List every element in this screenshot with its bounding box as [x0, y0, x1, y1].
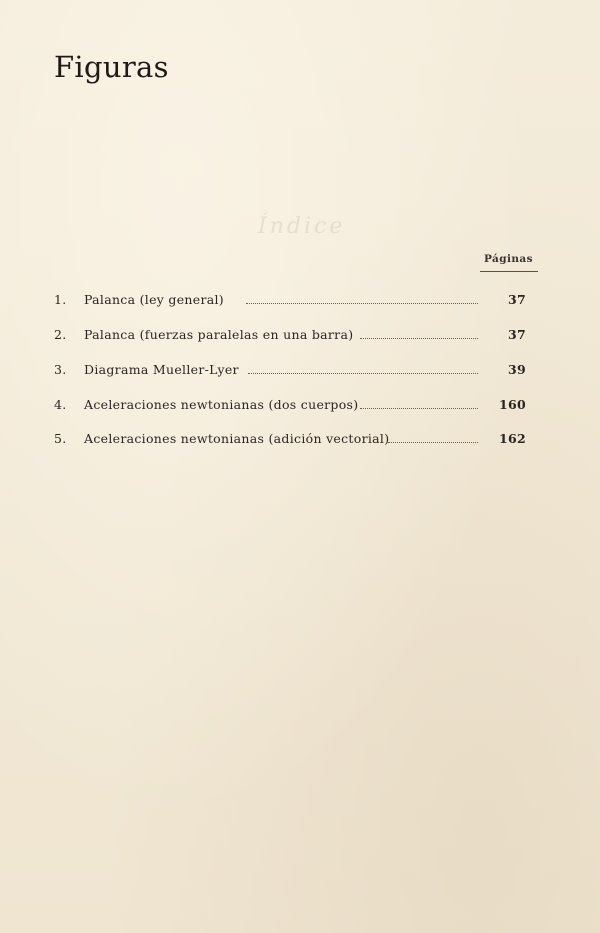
figure-label: Diagrama Mueller-Lyer: [84, 362, 239, 377]
figure-number: 1.: [54, 292, 67, 307]
figure-number: 4.: [54, 397, 67, 412]
figure-entry: [54, 397, 526, 415]
figure-label: Palanca (ley general): [84, 292, 224, 307]
figure-entry: [54, 431, 526, 449]
figure-number: 2.: [54, 327, 67, 342]
figure-page-number: 162: [499, 431, 526, 446]
figure-entry: [54, 327, 526, 345]
figure-entry: [54, 362, 526, 380]
figure-page-number: 37: [508, 327, 526, 342]
figure-number: 3.: [54, 362, 67, 377]
figure-label: Aceleraciones newtonianas (dos cuerpos): [84, 397, 359, 412]
show-through-text: Índice: [258, 214, 346, 239]
figure-number: 5.: [54, 431, 67, 446]
dot-leader: [248, 372, 478, 374]
figure-entry: [54, 292, 526, 310]
figure-page-number: 37: [508, 292, 526, 307]
section-title: Figuras: [54, 50, 169, 84]
dot-leader: [360, 337, 478, 339]
figure-label: Aceleraciones newtonianas (adición vectorial): [84, 431, 390, 446]
column-header-rule: [480, 271, 538, 272]
dot-leader: [360, 407, 478, 409]
dot-leader: [388, 441, 478, 443]
figure-page-number: 160: [499, 397, 526, 412]
dot-leader: [246, 302, 478, 304]
figure-label: Palanca (fuerzas paralelas en una barra): [84, 327, 354, 342]
figure-page-number: 39: [508, 362, 526, 377]
column-header-paginas: Páginas: [484, 253, 533, 265]
